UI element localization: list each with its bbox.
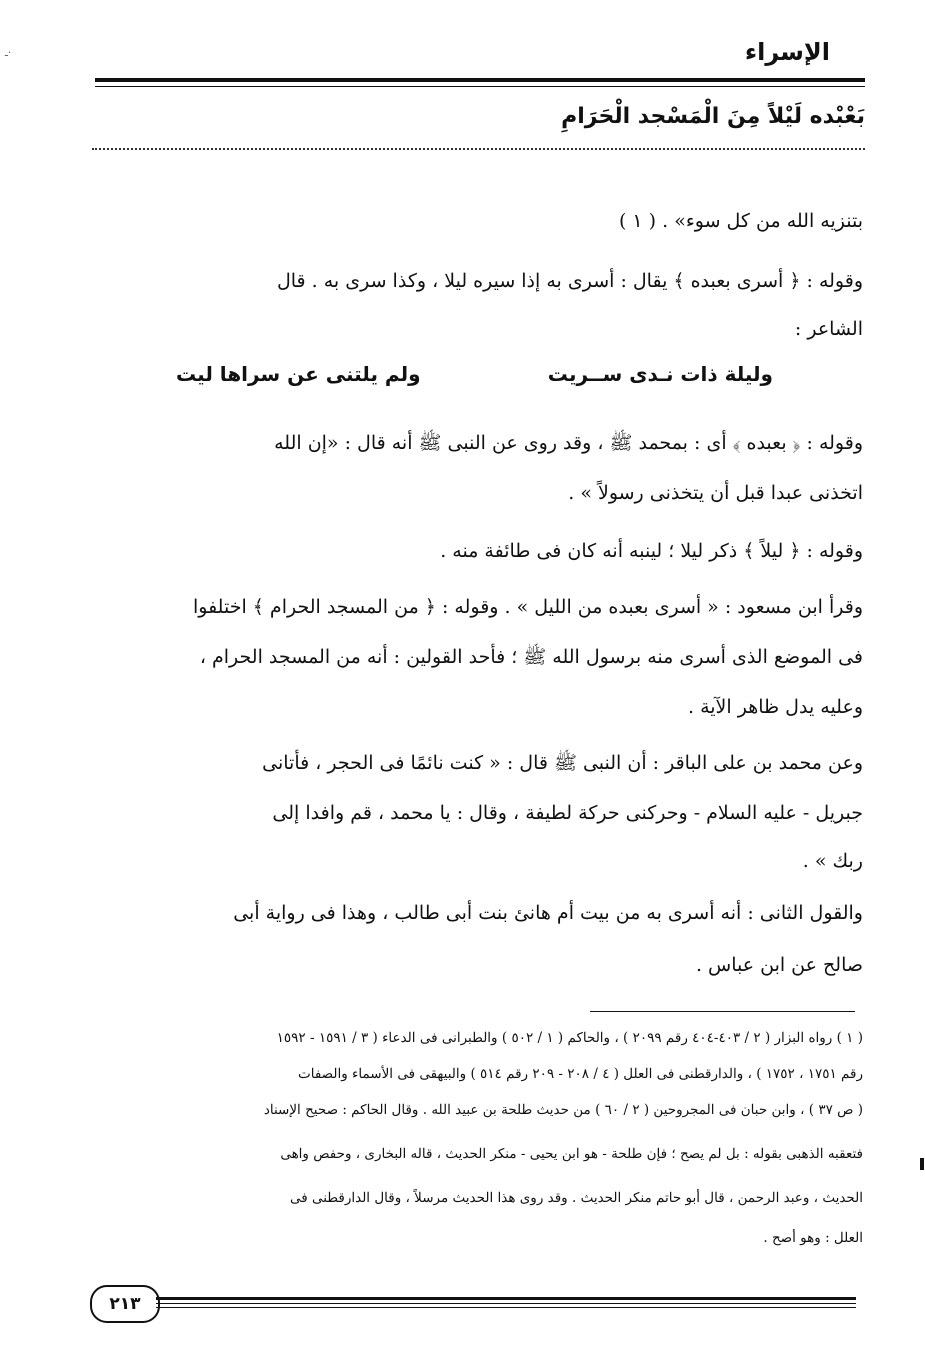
header-rule-thick (95, 78, 865, 82)
body-line-2: وقوله : ﴿ أسرى بعبده ﴾ يقال : أسرى به إذا سيره ليلا ، وكذا سرى به . قال (276, 270, 863, 292)
body-line-9: وعليه يدل ظاهر الآية . (688, 696, 863, 718)
footer-rule-thin (156, 1303, 856, 1304)
body-line-5: اتخذنى عبدا قبل أن يتخذنى رسولاً » . (568, 482, 863, 504)
poem-hemistich-left: ولم يلتنى عن سراها ليت (176, 362, 421, 386)
footnote-line-4: فتعقبه الذهبى بقوله : بل لم يصح ؛ فإن طلحة - هو ابن يحيى - منكر الحديث ، قاله البخارى ، وحفص واهى (280, 1146, 863, 1162)
body-line-14: صالح عن ابن عباس . (695, 954, 863, 976)
footnote-line-3: ( ص ٣٧ ) ، وابن حبان فى المجروحين ( ٢ / ٦٠ ) من حديث طلحة بن عبيد الله . وقال الحاكم : صحيح الإسناد (263, 1102, 863, 1118)
running-title: الإسراء (744, 38, 830, 66)
scan-edge-mark (920, 1158, 924, 1170)
body-line-13: والقول الثانى : أنه أسرى به من بيت أم هانئ بنت أبى طالب ، وهذا فى رواية أبى (233, 902, 863, 924)
footnote-line-6: العلل : وهو أصح . (763, 1230, 863, 1246)
body-line-3: الشاعر : (794, 318, 863, 340)
footnote-line-1: ( ١ ) رواه البزار ( ٢ / ٤٠٣-٤٠٤ رقم ٢٠٩٩ ) ، والحاكم ( ١ / ٥٠٢ ) والطبرانى فى الدعاء ( ٣ / ١٥٩١ - ١٥٩٢ (276, 1030, 863, 1046)
poem-hemistich-right: وليلة ذات نـدى ســريت (547, 362, 773, 386)
body-line-7: وقرأ ابن مسعود : « أسرى بعبده من الليل » . وقوله : ﴿ من المسجد الحرام ﴾ اختلفوا (192, 596, 863, 618)
header-rule-thin (95, 86, 865, 87)
footnote-rule (590, 1011, 855, 1012)
page-number: ٢١٣ (90, 1285, 160, 1323)
footnote-line-2: رقم ١٧٥١ ، ١٧٥٢ ) ، والدارقطنى فى العلل ( ٤ / ٢٠٨ - ٢٠٩ رقم ٥١٤ ) والبيهقى فى الأسماء والصفات (298, 1066, 863, 1082)
body-line-8: فى الموضع الذى أسرى منه برسول الله ﷺ ؛ فأحد القولين : أنه من المسجد الحرام ، (199, 646, 863, 668)
footnote-line-5: الحديث ، وعبد الرحمن ، قال أبو حاتم منكر الحديث . وقد روى هذا الحديث مرسلاً ، وقال الدارقطنى فى (289, 1190, 863, 1206)
body-line-11: جبريل - عليه السلام - وحركنى حركة لطيفة ، وقال : يا محمد ، قم وافدا إلى (272, 802, 863, 824)
footer-rule-thin-2 (156, 1307, 856, 1308)
header-dotted-rule (92, 148, 865, 150)
verse-header: بَعْبْده لَيْلاً مِنَ الْمَسْجد الْحَرَامِ (561, 104, 865, 129)
body-line-12: ربك » . (802, 850, 863, 872)
body-line-1: بتنزيه الله من كل سوء» . ( ١ ) (618, 210, 863, 232)
scan-mark: ـ· (5, 48, 12, 59)
body-line-10: وعن محمد بن على الباقر : أن النبى ﷺ قال : « كنت نائمًا فى الحجر ، فأتانى (262, 752, 863, 774)
body-line-6: وقوله : ﴿ ليلاً ﴾ ذكر ليلا ؛ لينبه أنه كان فى طائفة منه . (440, 540, 863, 562)
footer-rule-thick (156, 1297, 856, 1300)
body-line-4: وقوله : ﴿ بعبده ﴾ أى : بمحمد ﷺ ، وقد روى عن النبى ﷺ أنه قال : «إن الله (274, 432, 863, 454)
